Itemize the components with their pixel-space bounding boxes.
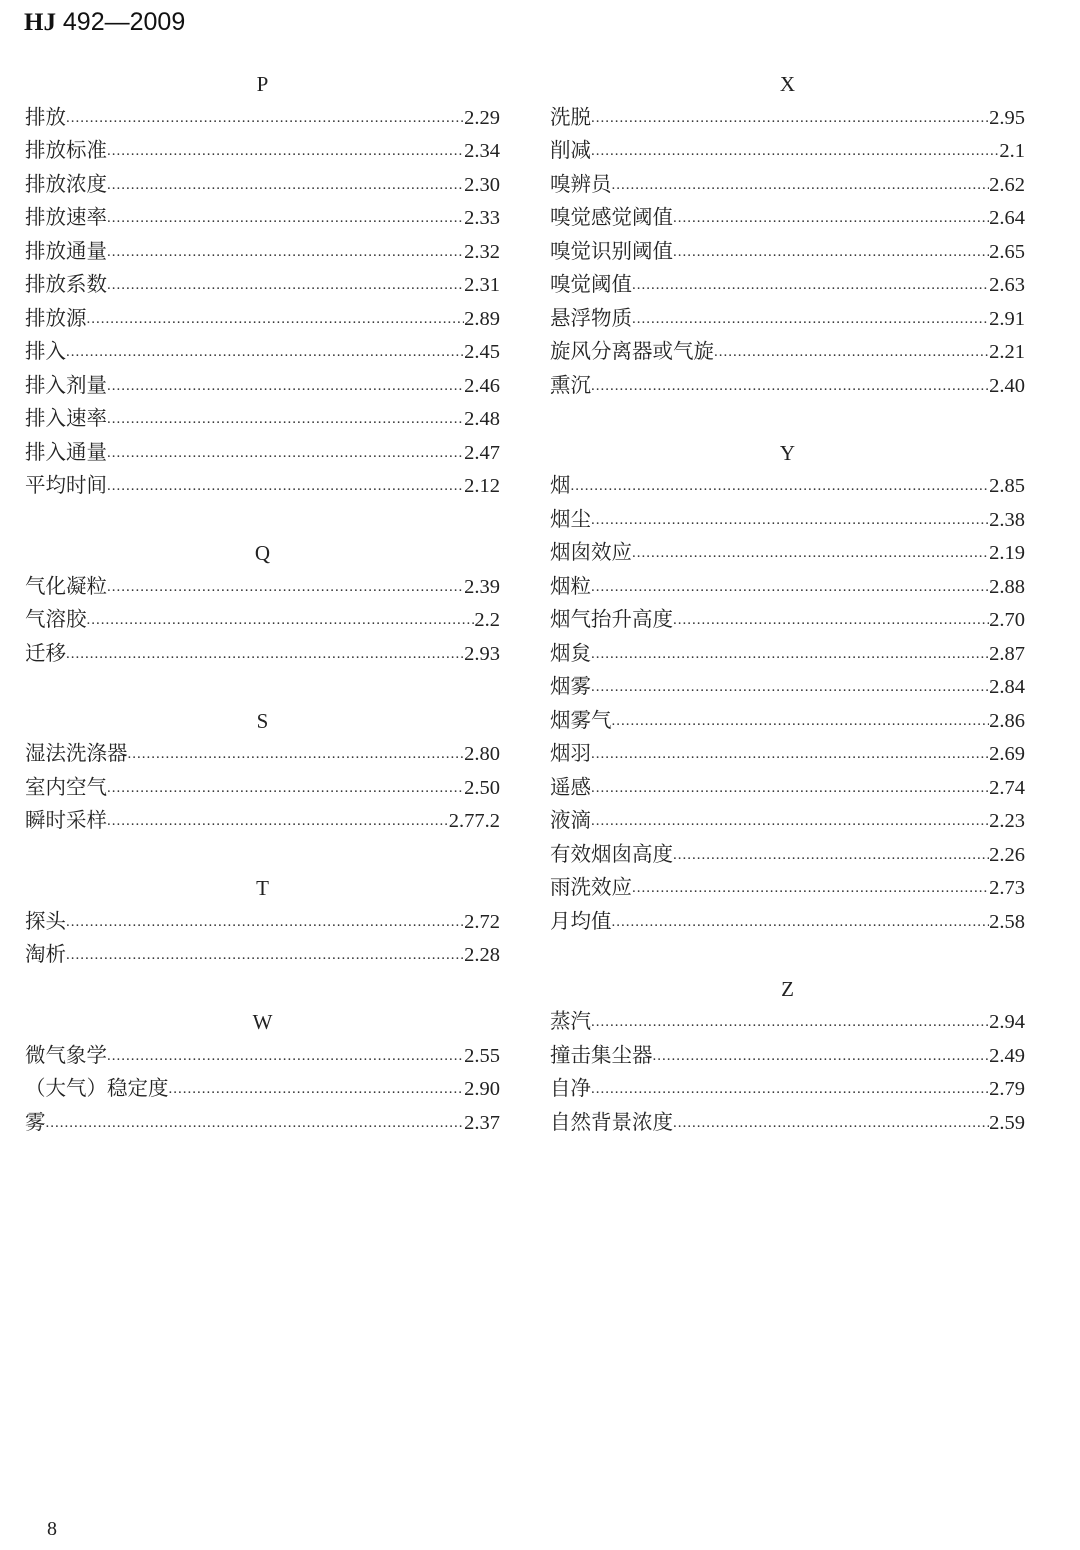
dot-leader (107, 805, 449, 839)
entry-reference: 2.62 (989, 173, 1025, 196)
entry-reference: 2.59 (989, 1111, 1025, 1134)
entry-reference: 2.55 (464, 1044, 500, 1067)
entry-term: 排入速率 (25, 408, 107, 430)
index-entry (25, 437, 500, 471)
entry-term: 削减 (550, 140, 591, 162)
entry-term: 嗅辨员 (550, 173, 612, 196)
index-entry (550, 303, 1025, 337)
index-entry (550, 1107, 1025, 1141)
dot-leader (632, 303, 989, 337)
dot-leader (107, 403, 464, 437)
dot-leader (571, 470, 990, 504)
standard-code-prefix: HJ (24, 9, 56, 36)
index-entry (25, 1073, 500, 1107)
entry-reference: 2.39 (464, 575, 500, 598)
dot-leader (66, 906, 464, 940)
index-entry (550, 705, 1025, 739)
entry-reference: 2.31 (464, 274, 500, 296)
entry-term: 湿法洗涤器 (25, 743, 128, 765)
entry-term: 排入通量 (25, 441, 107, 464)
index-entry (550, 135, 1025, 169)
entry-term: 淘析 (25, 944, 66, 966)
entry-term: 烟羽 (550, 743, 591, 765)
section-letter: W (252, 1010, 273, 1034)
document-header (24, 8, 185, 37)
entry-term: 月均值 (550, 910, 612, 933)
index-entry (550, 202, 1025, 236)
index-entry (550, 269, 1025, 303)
index-entry (25, 738, 500, 772)
index-section (25, 68, 500, 504)
dot-leader (66, 102, 464, 136)
dot-leader (612, 169, 990, 203)
entry-term: 嗅觉感觉阈值 (550, 207, 673, 229)
index-entry (550, 738, 1025, 772)
entry-reference: 2.33 (464, 207, 500, 229)
entry-term: 瞬时采样 (25, 810, 107, 832)
index-entry (550, 772, 1025, 806)
dot-leader (591, 370, 989, 404)
dot-leader (66, 939, 464, 973)
entry-term: 排入 (25, 341, 66, 363)
entry-reference: 2.26 (989, 843, 1025, 866)
entry-term: 探头 (25, 910, 66, 933)
entry-reference: 2.34 (464, 140, 500, 162)
entry-term: 熏沉 (550, 374, 591, 397)
entry-reference: 2.29 (464, 106, 500, 129)
entry-term: 烟气抬升高度 (550, 609, 673, 631)
index-entry (550, 504, 1025, 538)
dot-leader (107, 135, 464, 169)
entry-reference: 2.46 (464, 374, 500, 397)
index-entry (550, 169, 1025, 203)
dot-leader (591, 1006, 989, 1040)
index-entry (25, 303, 500, 337)
entry-reference: 2.88 (989, 575, 1025, 598)
entry-term: 旋风分离器或气旋 (550, 341, 714, 363)
index-entry (25, 604, 500, 638)
index-entry (550, 872, 1025, 906)
index-entry (25, 102, 500, 136)
dot-leader (673, 236, 989, 270)
index-entry (550, 1006, 1025, 1040)
index-entry (550, 236, 1025, 270)
entry-reference: 2.84 (989, 676, 1025, 698)
entry-term: 自净 (550, 1078, 591, 1100)
entry-term: 迁移 (25, 642, 66, 665)
entry-term: 烟粒 (550, 575, 591, 598)
entry-term: 平均时间 (25, 475, 107, 497)
dot-leader (632, 537, 989, 571)
index-entry (550, 571, 1025, 605)
entry-term: 撞击集尘器 (550, 1044, 653, 1067)
entry-reference: 2.64 (989, 207, 1025, 229)
entry-reference: 2.70 (989, 609, 1025, 631)
index-entry (550, 370, 1025, 404)
entry-reference: 2.79 (989, 1078, 1025, 1100)
dot-leader (66, 638, 464, 672)
entry-term: 排放速率 (25, 207, 107, 229)
dot-leader (591, 638, 989, 672)
dot-leader (169, 1073, 465, 1107)
entry-reference: 2.19 (989, 542, 1025, 564)
entry-reference: 2.95 (989, 106, 1025, 129)
dot-leader (107, 437, 464, 471)
entry-term: 微气象学 (25, 1044, 107, 1067)
index-column-left (25, 68, 500, 1174)
dot-leader (612, 906, 990, 940)
index-entry (25, 571, 500, 605)
entry-reference: 2.50 (464, 776, 500, 799)
dot-leader (591, 135, 999, 169)
index-section (25, 705, 500, 839)
dot-leader (46, 1107, 465, 1141)
index-section (25, 872, 500, 973)
dot-leader (107, 269, 464, 303)
entry-reference: 2.23 (989, 810, 1025, 832)
entry-term: 嗅觉阈值 (550, 274, 632, 296)
entry-term: 排放通量 (25, 240, 107, 263)
entry-term: 气化凝粒 (25, 575, 107, 598)
entry-reference: 2.90 (464, 1078, 500, 1100)
dot-leader (714, 336, 989, 370)
entry-reference: 2.1 (999, 140, 1025, 162)
index-entry (25, 906, 500, 940)
index-entry (550, 537, 1025, 571)
section-letter: Z (781, 976, 794, 1001)
dot-leader (87, 604, 475, 638)
section-letter: S (256, 708, 269, 733)
entry-reference: 2.40 (989, 374, 1025, 397)
section-letter: T (256, 876, 269, 900)
entry-term: 洗脱 (550, 106, 591, 129)
index-section (25, 1006, 500, 1140)
index-entry (25, 236, 500, 270)
entry-term: 雨洗效应 (550, 877, 632, 899)
entry-reference: 2.38 (989, 508, 1025, 531)
entry-reference: 2.74 (989, 776, 1025, 799)
dot-leader (591, 504, 989, 538)
index-entry (25, 336, 500, 370)
dot-leader (107, 236, 464, 270)
entry-term: 自然背景浓度 (550, 1111, 673, 1134)
entry-reference: 2.87 (989, 642, 1025, 665)
entry-reference: 2.12 (464, 475, 500, 497)
entry-reference: 2.48 (464, 408, 500, 430)
dot-leader (673, 604, 989, 638)
entry-reference: 2.86 (989, 709, 1025, 732)
entry-term: 雾 (25, 1111, 46, 1134)
entry-reference: 2.32 (464, 240, 500, 263)
entry-reference: 2.2 (474, 609, 500, 631)
entry-reference: 2.63 (989, 274, 1025, 296)
dot-leader (591, 102, 989, 136)
dot-leader (107, 1040, 464, 1074)
index-entry (550, 1040, 1025, 1074)
page-number: 8 (47, 1518, 57, 1540)
index-column-right (550, 68, 1025, 1174)
index-entry (550, 906, 1025, 940)
dot-leader (673, 202, 989, 236)
dot-leader (591, 805, 989, 839)
entry-reference: 2.49 (989, 1044, 1025, 1067)
dot-leader (591, 738, 989, 772)
entry-reference: 2.65 (989, 240, 1025, 263)
entry-reference: 2.37 (464, 1111, 500, 1134)
index-section (25, 537, 500, 671)
index-entry (25, 1040, 500, 1074)
dot-leader (673, 1107, 989, 1141)
section-letter: Q (254, 541, 271, 565)
dot-leader (591, 1073, 989, 1107)
index-entry (25, 470, 500, 504)
dot-leader (632, 872, 989, 906)
index-entry (25, 805, 500, 839)
dot-leader (673, 839, 989, 873)
index-section (550, 68, 1025, 403)
entry-term: 烟囱效应 (550, 542, 632, 564)
index-entry (550, 638, 1025, 672)
index-entry (25, 169, 500, 203)
entry-term: 烟雾气 (550, 709, 612, 732)
index-section (550, 973, 1025, 1141)
entry-reference: 2.73 (989, 877, 1025, 899)
dot-leader (66, 336, 464, 370)
dot-leader (591, 671, 989, 705)
index-entry (25, 403, 500, 437)
entry-term: 烟尘 (550, 508, 591, 531)
dot-leader (128, 738, 465, 772)
index-entry (550, 470, 1025, 504)
index-entry (25, 1107, 500, 1141)
entry-reference: 2.80 (464, 743, 500, 765)
entry-term: （大气）稳定度 (25, 1078, 169, 1100)
standard-code-number: 492—2009 (55, 8, 186, 36)
entry-reference: 2.58 (989, 910, 1025, 933)
index-entry (550, 604, 1025, 638)
entry-term: 气溶胶 (25, 609, 87, 631)
entry-term: 室内空气 (25, 776, 107, 799)
dot-leader (632, 269, 989, 303)
dot-leader (107, 772, 464, 806)
entry-term: 排放源 (25, 307, 87, 330)
dot-leader (612, 705, 990, 739)
entry-term: 排入剂量 (25, 374, 107, 397)
section-letter: X (779, 72, 796, 96)
entry-term: 烟雾 (550, 676, 591, 698)
dot-leader (87, 303, 465, 337)
entry-reference: 2.45 (464, 341, 500, 363)
entry-term: 蒸汽 (550, 1011, 591, 1033)
entry-reference: 2.21 (989, 341, 1025, 363)
dot-leader (107, 470, 464, 504)
entry-reference: 2.30 (464, 173, 500, 196)
dot-leader (107, 571, 464, 605)
index-entry (550, 805, 1025, 839)
entry-term: 烟 (550, 475, 571, 497)
entry-reference: 2.77.2 (448, 810, 500, 832)
dot-leader (107, 169, 464, 203)
entry-reference: 2.89 (464, 307, 500, 330)
section-letter: Y (779, 440, 796, 465)
index-entry (25, 370, 500, 404)
entry-reference: 2.47 (464, 441, 500, 464)
index-section (550, 437, 1025, 940)
index-entry (25, 202, 500, 236)
entry-term: 悬浮物质 (550, 307, 632, 330)
dot-leader (591, 772, 989, 806)
index-entry (25, 269, 500, 303)
entry-reference: 2.28 (464, 944, 500, 966)
entry-term: 排放浓度 (25, 173, 107, 196)
dot-leader (107, 370, 464, 404)
index-entry (550, 1073, 1025, 1107)
dot-leader (653, 1040, 990, 1074)
entry-term: 液滴 (550, 810, 591, 832)
entry-reference: 2.72 (464, 910, 500, 933)
entry-reference: 2.85 (989, 475, 1025, 497)
entry-term: 嗅觉识别阈值 (550, 240, 673, 263)
index-entry (550, 839, 1025, 873)
index-entry (25, 638, 500, 672)
index-entry (550, 671, 1025, 705)
index-entry (25, 135, 500, 169)
entry-term: 排放系数 (25, 274, 107, 296)
index-entry (25, 772, 500, 806)
entry-term: 遥感 (550, 776, 591, 799)
index-entry (550, 336, 1025, 370)
entry-reference: 2.93 (464, 642, 500, 665)
dot-leader (107, 202, 464, 236)
entry-term: 烟炱 (550, 642, 591, 665)
entry-term: 排放标准 (25, 140, 107, 162)
index-entry (550, 102, 1025, 136)
entry-term: 有效烟囱高度 (550, 843, 673, 866)
entry-reference: 2.69 (989, 743, 1025, 765)
entry-reference: 2.94 (989, 1011, 1025, 1033)
entry-reference: 2.91 (989, 307, 1025, 330)
index-entry (25, 939, 500, 973)
section-letter: P (256, 72, 269, 96)
dot-leader (591, 571, 989, 605)
entry-term: 排放 (25, 106, 66, 129)
